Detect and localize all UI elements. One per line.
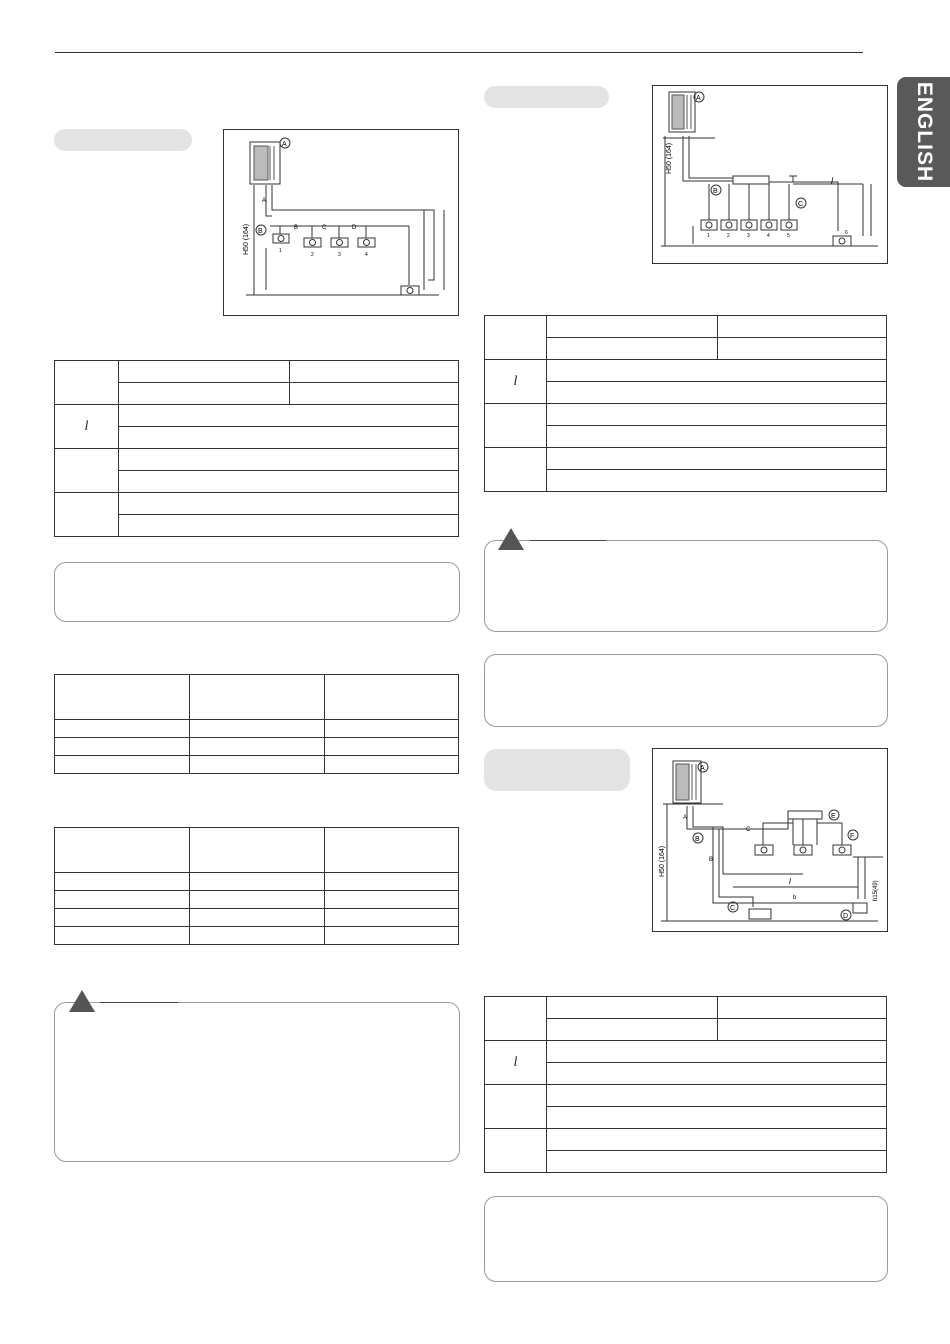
outdoor-unit-label: A [700, 765, 705, 772]
piping-diagram-right-1-svg [653, 86, 887, 263]
segment-label-b: B [709, 857, 714, 863]
unit-number: 4 [767, 233, 770, 239]
piping-diagram-right-2-svg [653, 749, 887, 931]
indoor-unit-icon [401, 286, 419, 295]
segment-label-c: C [746, 827, 751, 833]
piping-diagram-right-2 [652, 748, 888, 932]
warning-icon [498, 528, 524, 550]
warning-title-line [100, 1002, 178, 1003]
unit-number: 2 [311, 252, 314, 258]
language-tab-label: ENGLISH [912, 81, 936, 183]
indoor-unit-icon [741, 220, 757, 230]
note-box [484, 654, 888, 727]
indoor-unit-icon [761, 220, 777, 230]
spec-table-left-3 [54, 827, 459, 945]
branch-label-c: C [730, 905, 736, 912]
section-heading-placeholder [484, 86, 609, 108]
indoor-unit-icon [853, 903, 867, 913]
indoor-unit-icon [833, 845, 851, 855]
unit-number: 3 [747, 233, 750, 239]
segment-label-b-small: b [793, 895, 797, 901]
outdoor-unit-icon [673, 761, 701, 803]
unit-number: 3 [338, 252, 341, 258]
indoor-unit-icon [781, 220, 797, 230]
symbol-cell: l [55, 405, 119, 449]
piping-diagram-left-svg [224, 130, 458, 315]
spec-table-right-2 [484, 996, 887, 1173]
note-box [54, 562, 460, 622]
height-label: H50 (164) [243, 223, 250, 255]
branch-label: B [713, 188, 718, 195]
branch-label-f: F [850, 833, 855, 840]
warning-title-line [530, 540, 606, 541]
warning-icon [69, 990, 95, 1012]
warning-box [54, 1002, 460, 1162]
section-heading-placeholder [484, 749, 630, 791]
indoor-unit-icon [721, 220, 737, 230]
spec-table-left-1 [54, 360, 459, 537]
section-heading-placeholder [54, 129, 192, 151]
branch-label-b: B [695, 836, 700, 843]
indoor-unit-icon [331, 226, 348, 247]
unit-number: 1 [279, 248, 282, 254]
length-label: l [831, 176, 833, 186]
length-label: l [789, 877, 791, 886]
outdoor-unit-label: A [282, 141, 287, 148]
header-rule [55, 52, 863, 53]
unit-number: 5 [787, 233, 790, 239]
unit-number: 1 [707, 233, 710, 239]
header-label: C [798, 201, 804, 208]
indoor-unit-icon [749, 909, 771, 919]
language-tab [897, 77, 950, 187]
segment-label-c: C [322, 225, 327, 231]
segment-label-a: A [262, 198, 267, 204]
height-label: H50 (164) [659, 845, 666, 877]
indoor-unit-icon [794, 845, 812, 855]
branch-label: B [258, 228, 263, 235]
spec-table-left-2 [54, 674, 459, 774]
spec-table-right-1 [484, 315, 887, 492]
segment-label-d: D [352, 225, 357, 231]
segment-label-b: B [294, 225, 299, 231]
unit-number: 6 [845, 230, 848, 236]
indoor-unit-icon [358, 226, 375, 247]
indoor-unit-icon [304, 226, 321, 247]
indoor-unit-icon [273, 226, 289, 243]
outdoor-unit-label: A [696, 95, 701, 102]
unit-number: 4 [365, 252, 368, 258]
piping-diagram-left [223, 129, 459, 316]
note-box [484, 1196, 888, 1282]
height-label: H50 (164) [666, 142, 673, 174]
indoor-unit-icon [755, 845, 773, 855]
outdoor-unit-icon [250, 142, 280, 184]
indoor-unit-icon [701, 220, 717, 230]
indoor-unit-icon [833, 236, 851, 246]
segment-label-a: A [683, 815, 688, 821]
unit-label-d: D [843, 913, 849, 920]
warning-box [484, 540, 888, 632]
symbol-cell: l [485, 360, 547, 404]
piping-diagram-right-1 [652, 85, 888, 264]
outdoor-unit-icon [669, 92, 695, 132]
symbol-cell: l [485, 1041, 547, 1085]
unit-number: 2 [727, 233, 730, 239]
height2-label: h15(49) [873, 880, 879, 901]
header-label-e: E [831, 813, 836, 820]
